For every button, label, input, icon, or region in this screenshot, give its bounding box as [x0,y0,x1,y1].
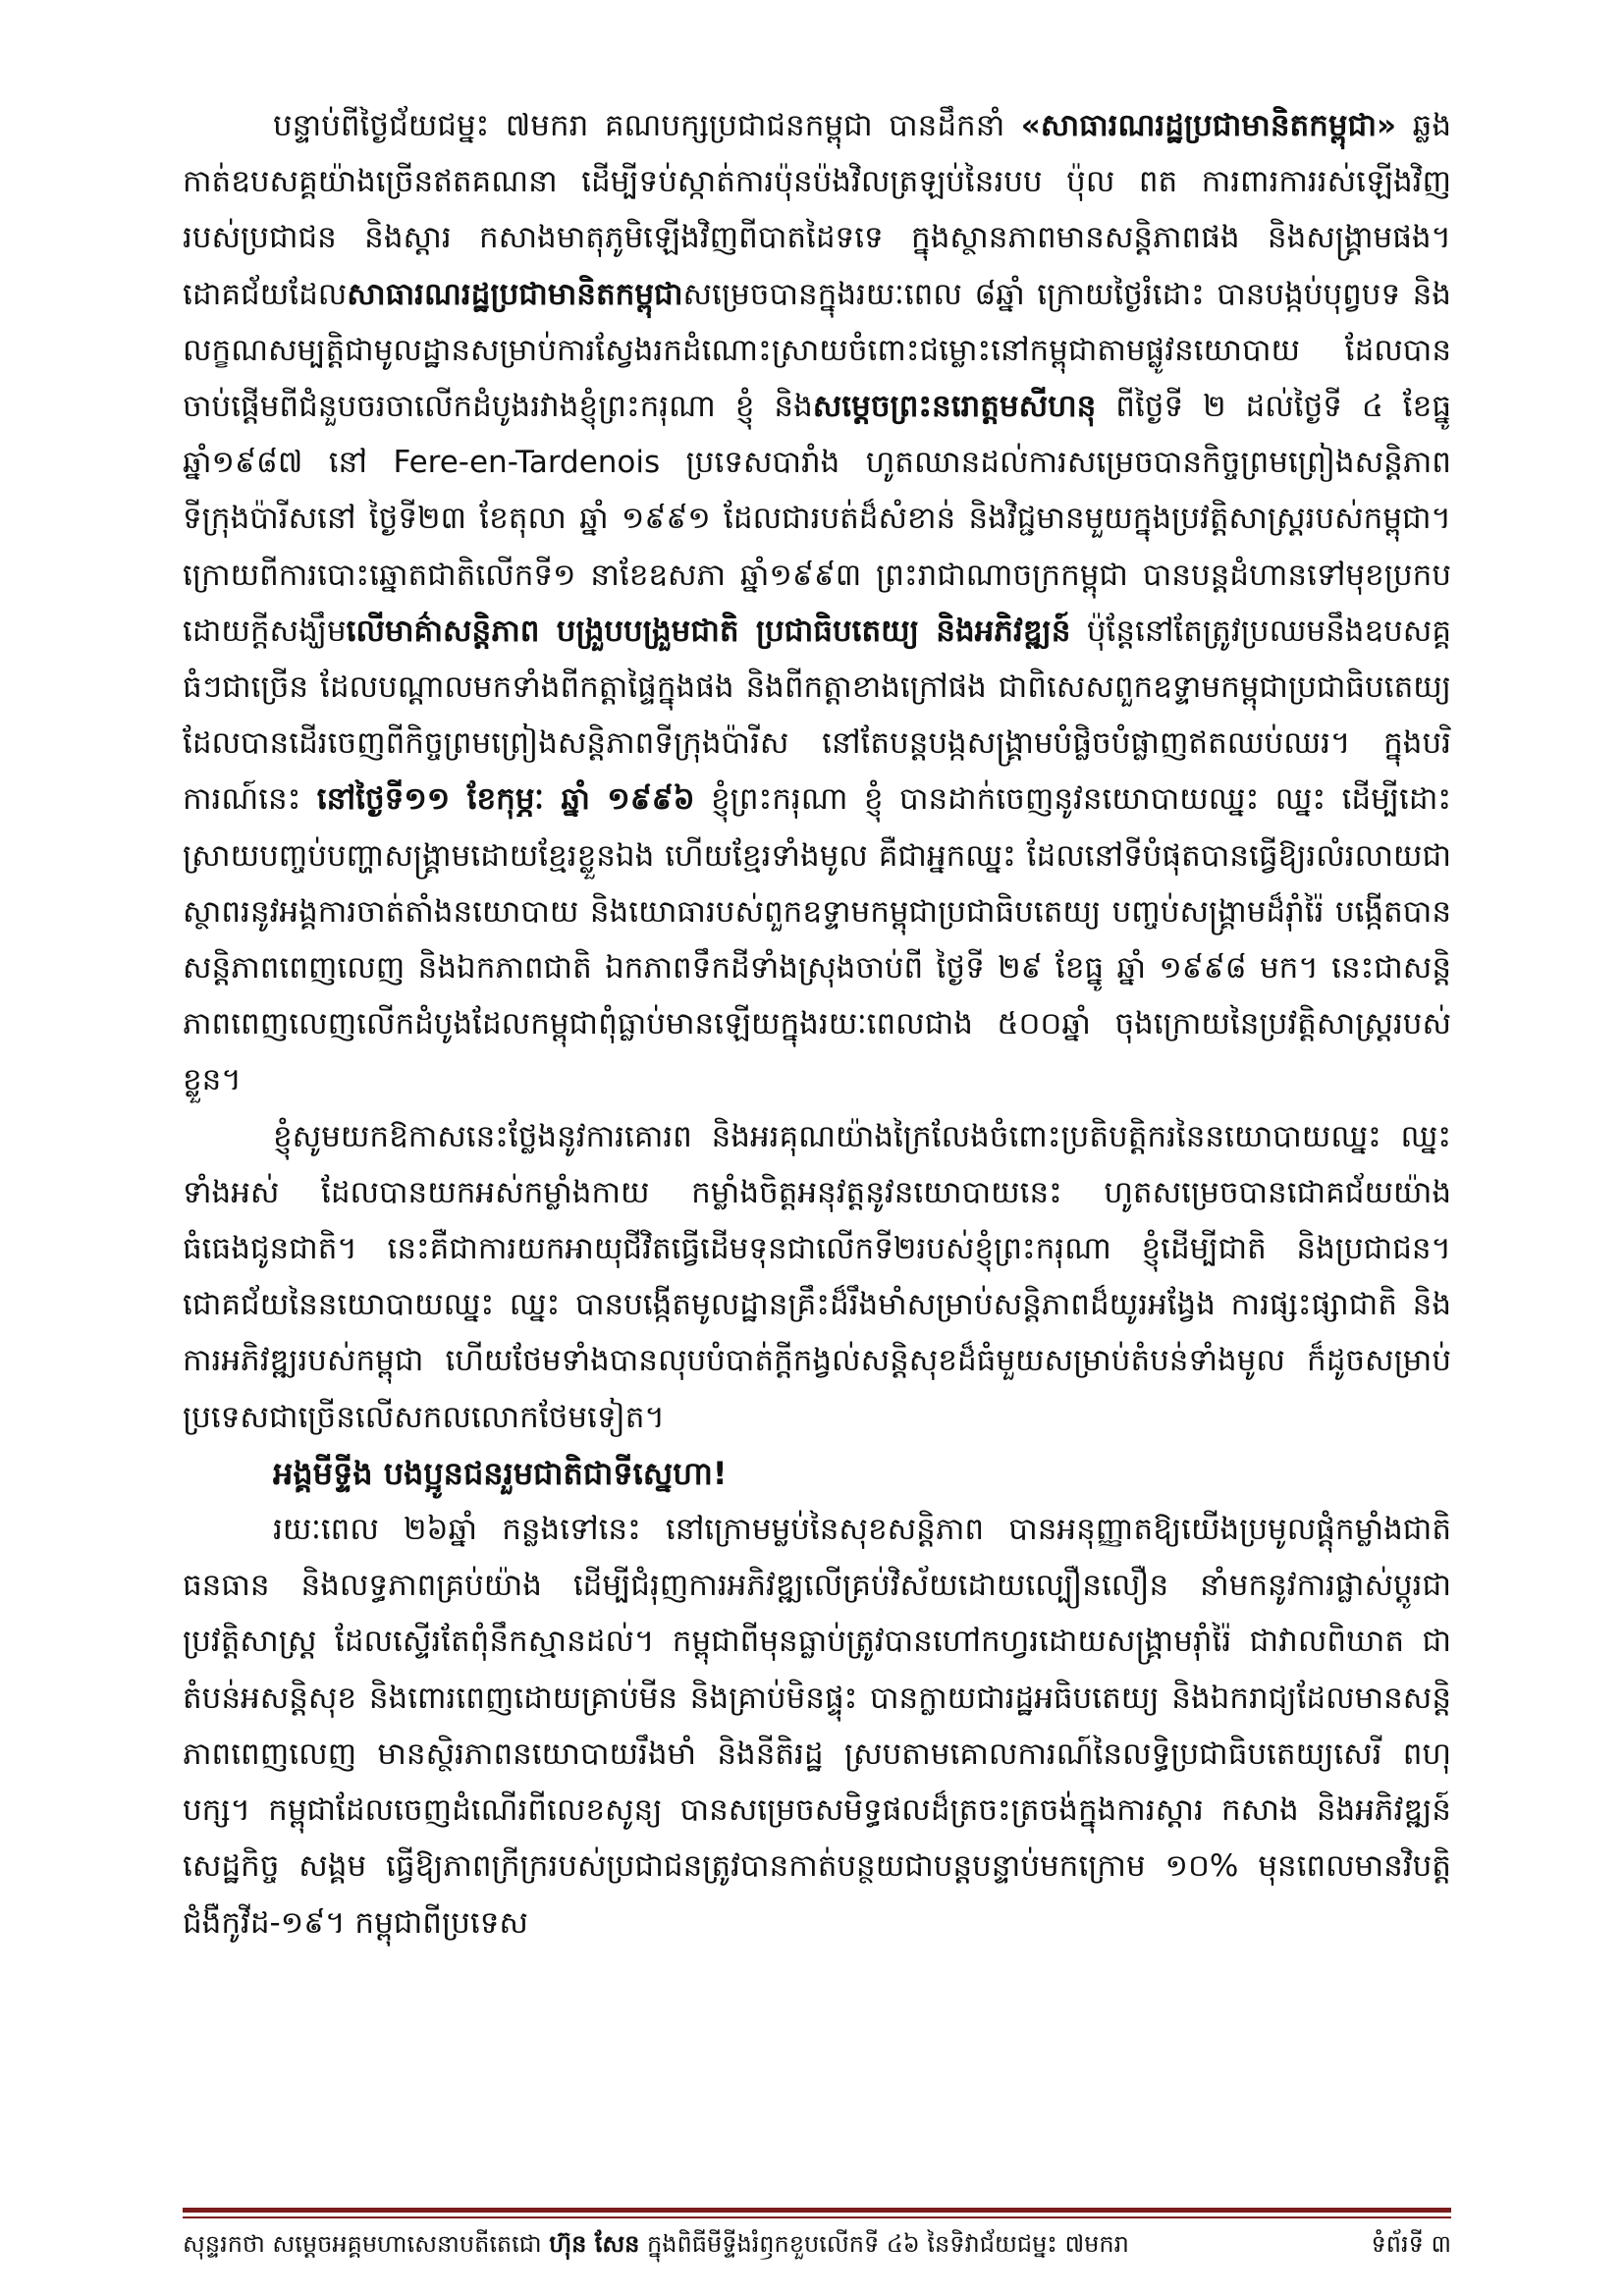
footer-speech-title [183,2224,1263,2264]
p1-text-5: ប៉ុន្តែនៅតែត្រូវប្រឈមនឹងឧបសគ្គធំៗជាច្រើន ដែលបណ្តាលមកទាំងពីកត្តាផ្ទៃក្នុងផង និងពីកត្តាខាងក្រៅផង ជាពិសេសពួកឧទ្ទាមកម្ពុជាប្រជាធិបតេយ្យ ដែលបានដើរចេញពីកិច្ចព្រមព្រៀងសន្តិភាពទីក្រុងប៉ារីស នៅតែបន្តបង្កសង្គ្រាមបំផ្លិចបំផ្លាញឥតឈប់ឈរ។ ក្នុងបរិការណ៍នេះ [183,613,1451,818]
footer-speaker-name: ហ៊ុន សែន [549,2230,640,2258]
p1-text-3: សម្រេចបានក្នុងរយៈពេល ៨ឆ្នាំ ក្រោយថ្ងៃរំដោះ បានបង្កប់បុព្វបទ និងលក្ខណសម្បត្តិជាមូលដ្ឋានសម្រាប់ការស្វែងរកដំណោះស្រាយចំពោះជម្លោះនៅកម្ពុជាតាមផ្លូវនយោបាយ ដែលបានចាប់ផ្តើមពីជំនួបចរចាលើកដំបូងរវាងខ្ញុំព្រះករុណា ខ្ញុំ និង [183,276,1451,425]
paragraph-3: រយៈពេល ២៦ឆ្នាំ កន្លងទៅនេះ នៅក្រោមម្លប់នៃសុខសន្តិភាព បានអនុញ្ញាតឱ្យយើងប្រមូលផ្តុំកម្លាំងជាតិ ធនធាន និងលទ្ធភាពគ្រប់យ៉ាង ដើម្បីជំរុញការអភិវឌ្ឍលើគ្រប់វិស័យដោយល្បឿនលឿន នាំមកនូវការផ្លាស់ប្តូរជាប្រវត្តិសាស្ត្រ ដែលស្ទើរតែពុំនឹកស្មានដល់។ កម្ពុជាពីមុនធ្លាប់ត្រូវបានហៅកហ្វរដោយសង្គ្រាមរ៉ាំរ៉ៃ ជាវាលពិឃាត ជាតំបន់អសន្តិសុខ និងពោរពេញដោយគ្រាប់មីន និងគ្រាប់មិនផ្ទុះ បានក្លាយជារដ្ឋអធិបតេយ្យ និងឯករាជ្យដែលមានសន្តិភាពពេញលេញ មានស្ថិរភាពនយោបាយរឹងមាំ និងនីតិរដ្ឋ ស្របតាមគោលការណ៍នៃលទ្ធិប្រជាធិបតេយ្យសេរី ពហុបក្ស។ កម្ពុជាដែលចេញដំណើរពីលេខសូន្យ បានសម្រេចសមិទ្ធផលដ៏ត្រចះត្រចង់ក្នុងការស្តារ កសាង និងអភិវឌ្ឍន៍សេដ្ឋកិច្ច សង្គម ធ្វើឱ្យភាពក្រីក្ររបស់ប្រជាជនត្រូវបានកាត់បន្ថយជាបន្តបន្ទាប់មកក្រោម ១០% មុនពេលមានវិបត្តិជំងឺកូវីដ-១៩។ កម្ពុជាពីប្រទេស [183,1512,1451,1941]
footer-suffix: ក្នុងពិធីមីទ្ទីងរំឭកខួបលើកទី ៤៦ នៃទិវាជ័យជម្នះ ៧មករា [639,2230,1129,2258]
p1-bold-5: នៅថ្ងៃទី១១ ខែកុម្ភៈ ឆ្នាំ ១៩៩៦ [316,781,695,818]
footer-rule-thin [183,2216,1451,2218]
p1-bold-3: សម្តេចព្រះនរោត្តមសីហនុ [812,389,1097,425]
p1-bold-4: លើមាគ៌ាសន្តិភាព បង្រួបបង្រួមជាតិ ប្រជាធិបតេយ្យ និងអភិវឌ្ឍន៍ [346,613,1071,649]
paragraph-1 [183,98,1451,1109]
footer-rule-thick [183,2208,1451,2213]
p1-text-6: ខ្ញុំព្រះករុណា ខ្ញុំ បានដាក់ចេញនូវនយោបាយឈ្នះ ឈ្នះ ដើម្បីដោះស្រាយបញ្ចប់បញ្ហាសង្គ្រាមដោយខ្មែរខ្លួនឯង ហើយខ្មែរទាំងមូល គឺជាអ្នកឈ្នះ ដែលនៅទីបំផុតបានធ្វើឱ្យរលំរលាយជាស្ថាពរនូវអង្គការចាត់តាំងនយោបាយ និងយោធារបស់ពួកឧទ្ទាមកម្ពុជាប្រជាធិបតេយ្យ បញ្ចប់សង្គ្រាមដ៏រ៉ាំរ៉ៃ បង្កើតបានសន្តិភាពពេញលេញ និងឯកភាពជាតិ ឯកភាពទឹកដីទាំងស្រុងចាប់ពី ថ្ងៃទី ២៩ ខែធ្នូ ឆ្នាំ ១៩៩៨ មក។ នេះជាសន្តិភាពពេញលេញលើកដំបូងដែលកម្ពុជាពុំធ្លាប់មានឡើយក្នុងរយៈពេលជាង ៥០០ឆ្នាំ ចុងក្រោយនៃប្រវត្តិសាស្ត្ររបស់ខ្លួន។ [183,781,1451,1098]
p1-bold-1: «សាធារណរដ្ឋប្រជាមានិតកម្ពុជា» [1020,108,1397,143]
p1-text-4: ពីថ្ងៃទី ២ ដល់ថ្ងៃទី ៤ ខែធ្នូ ឆ្នាំ១៩៨៧ នៅ Fere-en-Tardenois ប្រទេសបារាំង ហូតឈានដល់ការសម្រេចបានកិច្ចព្រមព្រៀងសន្តិភាពទីក្រុងប៉ារីសនៅ ថ្ងៃទី២៣ ខែតុលា ឆ្នាំ ១៩៩១ ដែលជារបត់ដ៏សំខាន់ និងវិជ្ជមានមួយក្នុងប្រវត្តិសាស្ត្ររបស់កម្ពុជា។ ក្រោយពីការបោះឆ្នោតជាតិលើកទី១ នាខែឧសភា ឆ្នាំ១៩៩៣ ព្រះរាជាណាចក្រកម្ពុជា បានបន្តដំហានទៅមុខប្រកបដោយក្តីសង្ឃឹម [183,389,1452,649]
speech-body [183,98,1451,1951]
footer-prefix: សុន្ទរកថា សម្តេចអគ្គមហាសេនាបតីតេជោ [183,2230,550,2258]
page-number: ទំព័រទី ៣ [1371,2230,1451,2258]
paragraph-2: ខ្ញុំសូមយកឱកាសនេះថ្លែងនូវការគោរព និងអរគុណយ៉ាងក្រៃលែងចំពោះប្រតិបត្តិករនៃនយោបាយឈ្នះ ឈ្នះ ទាំងអស់ ដែលបានយកអស់កម្លាំងកាយ កម្លាំងចិត្តអនុវត្តនូវនយោបាយនេះ ហូតសម្រេចបានជោគជ័យយ៉ាងធំធេងជូនជាតិ។ នេះគឺជាការយកអាយុជីវិតធ្វើដើមទុនជាលើកទី២របស់ខ្ញុំព្រះករុណា ខ្ញុំដើម្បីជាតិ និងប្រជាជន។ ជោគជ័យនៃនយោបាយឈ្នះ ឈ្នះ បានបង្កើតមូលដ្ឋានគ្រឹះដ៏រឹងមាំសម្រាប់សន្តិភាពដ៏យូរអង្វែង ការផ្សះផ្សាជាតិ និងការអភិវឌ្ឍរបស់កម្ពុជា ហើយថែមទាំងបានលុបបំបាត់ក្តីកង្វល់សន្តិសុខដ៏ធំមួយសម្រាប់តំបន់ទាំងមូល ក៏ដូចសម្រាប់ប្រទេសជាច្រើនលើសកលលោកថែមទៀត។ [183,1118,1451,1435]
p1-text-2: ឆ្លងកាត់ឧបសគ្គយ៉ាងច្រើនឥតគណនា ដើម្បីទប់ស្កាត់ការប៉ុនប៉ងវិលត្រឡប់នៃរបប ប៉ុល ពត ការពារការរស់ឡើងវិញរបស់ប្រជាជន និងស្តារ កសាងមាតុភូមិឡើងវិញពីបាតដៃទទេ ក្នុងស្ថានភាពមានសន្តិភាពផង និងសង្គ្រាមផង។ ដោគជ័យដែល [183,108,1451,312]
section-heading: អង្គមីទ្ទីង បងប្អូនជនរួមជាតិជាទីស្នេហា! [273,1454,728,1492]
p1-text-1: បន្ទាប់ពីថ្ងៃជ័យជម្នះ ៧មករា គណបក្សប្រជាជនកម្ពុជា បានដឹកនាំ [273,108,1021,143]
p1-bold-2: សាធារណរដ្ឋប្រជាមានិតកម្ពុជា [347,276,683,312]
